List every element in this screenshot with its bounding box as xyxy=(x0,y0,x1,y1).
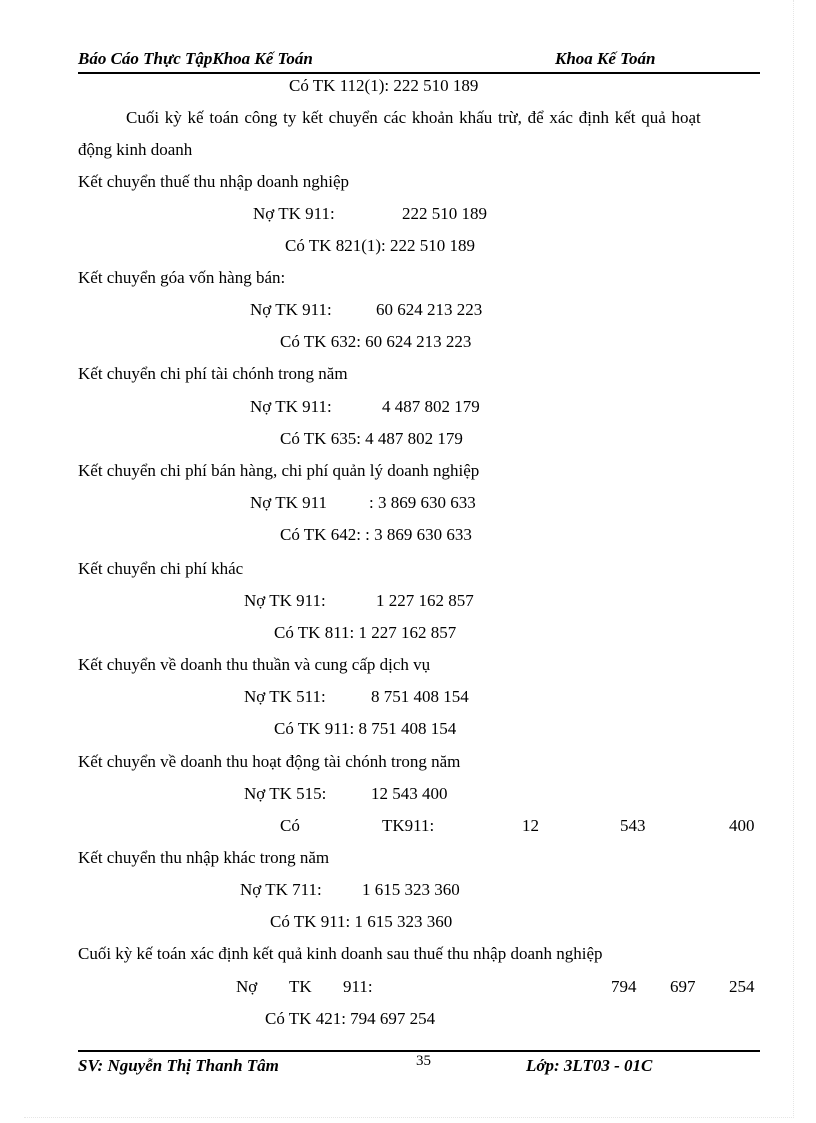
heading-after-tax-result: Cuối kỳ kế toán xác định kết quả kinh doanh sau thuế thu nhập doanh nghiệp xyxy=(78,944,603,963)
footer-student-name: SV: Nguyễn Thị Thanh Tâm xyxy=(78,1056,279,1075)
footer-page-number: 35 xyxy=(416,1053,431,1069)
entry-credit-amount-part: 543 xyxy=(620,816,646,835)
heading-cit-transfer: Kết chuyển thuế thu nhập doanh nghiệp xyxy=(78,172,349,191)
footer-class: Lớp: 3LT03 - 01C xyxy=(526,1056,653,1075)
entry-debit-label: Nợ TK 911: xyxy=(253,204,335,223)
entry-credit-642: Có TK 642: : 3 869 630 633 xyxy=(280,525,472,544)
entry-credit-635: Có TK 635: 4 487 802 179 xyxy=(280,429,463,448)
footer-rule xyxy=(78,1050,760,1052)
entry-credit-911: Có TK 911: 1 615 323 360 xyxy=(270,912,453,931)
entry-debit-amount: 4 487 802 179 xyxy=(382,397,480,416)
entry-debit-account-number: 911: xyxy=(343,977,373,996)
entry-debit-amount: 60 624 213 223 xyxy=(376,300,483,319)
entry-credit-112: Có TK 112(1): 222 510 189 xyxy=(289,76,479,95)
entry-credit-632: Có TK 632: 60 624 213 223 xyxy=(280,332,472,351)
entry-debit-label: Nợ TK 911: xyxy=(250,397,332,416)
entry-credit-421: Có TK 421: 794 697 254 xyxy=(265,1009,436,1028)
entry-debit-amount: 1 615 323 360 xyxy=(362,880,460,899)
entry-debit-label: Nợ TK 711: xyxy=(240,880,322,899)
heading-cogs-transfer: Kết chuyển góa vốn hàng bán: xyxy=(78,268,286,287)
heading-other-income: Kết chuyển thu nhập khác trong năm xyxy=(78,848,330,867)
entry-debit-label: Nợ TK 911: xyxy=(244,591,326,610)
heading-net-revenue: Kết chuyển về doanh thu thuần và cung cấp dịch vụ xyxy=(78,655,431,674)
header-right-title: Khoa Kế Toán xyxy=(555,49,656,68)
entry-credit-811: Có TK 811: 1 227 162 857 xyxy=(274,623,457,642)
entry-debit-amount: : 3 869 630 633 xyxy=(369,493,476,512)
heading-other-expense: Kết chuyển chi phí khác xyxy=(78,559,244,578)
entry-debit-account: TK xyxy=(289,977,312,996)
entry-credit-911: Có TK 911: 8 751 408 154 xyxy=(274,719,457,738)
heading-selling-admin-expense: Kết chuyển chi phí bán hàng, chi phí quản lý doanh nghiệp xyxy=(78,461,480,480)
entry-debit-amount: 12 543 400 xyxy=(371,784,448,803)
entry-debit-amount: 1 227 162 857 xyxy=(376,591,474,610)
entry-credit-account: TK911: xyxy=(382,816,435,835)
entry-credit-label: Có xyxy=(280,816,300,835)
paragraph-intro-cont: động kinh doanh xyxy=(78,140,193,159)
entry-debit-amount: 8 751 408 154 xyxy=(371,687,469,706)
page-header xyxy=(78,46,760,74)
entry-debit-amount-part: 794 xyxy=(611,977,637,996)
entry-debit-amount-part: 697 xyxy=(670,977,696,996)
entry-debit-label: Nợ TK 511: xyxy=(244,687,326,706)
entry-debit-label: Nợ TK 911: xyxy=(250,300,332,319)
entry-credit-amount-part: 400 xyxy=(729,816,755,835)
paragraph-intro: Cuối kỳ kế toán công ty kết chuyển các khoản khấu trừ, để xác định kết quả hoạt xyxy=(126,108,701,127)
entry-credit-821: Có TK 821(1): 222 510 189 xyxy=(285,236,475,255)
entry-credit-amount-part: 12 xyxy=(522,816,539,835)
entry-debit-amount-part: 254 xyxy=(729,977,755,996)
header-left-title: Báo Cáo Thực TậpKhoa Kế Toán xyxy=(78,49,313,68)
entry-debit-label: Nợ xyxy=(236,977,258,996)
entry-debit-label: Nợ TK 911 xyxy=(250,493,327,512)
heading-financial-revenue: Kết chuyển về doanh thu hoạt động tài chónh trong năm xyxy=(78,752,461,771)
entry-debit-amount: 222 510 189 xyxy=(402,204,487,223)
entry-debit-label: Nợ TK 515: xyxy=(244,784,327,803)
heading-financial-expense: Kết chuyển chi phí tài chónh trong năm xyxy=(78,364,348,383)
